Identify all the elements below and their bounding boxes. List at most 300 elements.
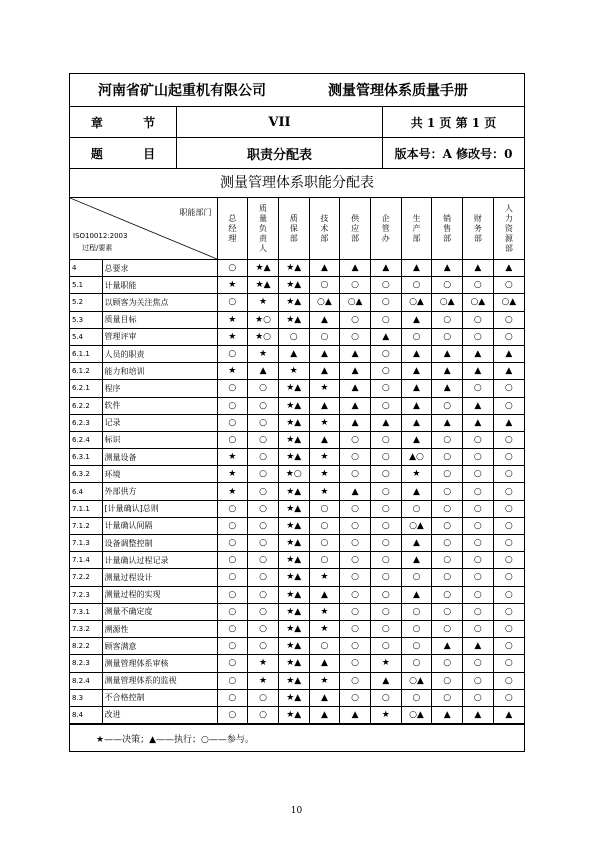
table-row (70, 466, 524, 483)
role-mark: ▲ (401, 586, 432, 603)
role-mark: ○ (401, 328, 432, 345)
row-code: 6.3.2 (70, 466, 102, 483)
corner-label-standard: ISO10012:2003 (73, 232, 128, 240)
row-element: 计量确认过程记录 (102, 552, 217, 569)
role-mark: ○ (432, 689, 463, 706)
role-mark: ▲ (370, 260, 401, 277)
role-mark: ○ (493, 431, 524, 448)
row-element: 软件 (102, 397, 217, 414)
role-mark: ○ (248, 603, 279, 620)
row-element: 总要求 (102, 260, 217, 277)
role-mark: ○ (340, 552, 371, 569)
role-mark: ★▲ (278, 655, 309, 672)
role-mark: ○▲ (401, 672, 432, 689)
role-mark: ○ (217, 517, 248, 534)
role-mark: ▲ (278, 345, 309, 362)
row-element: 人员的职责 (102, 345, 217, 362)
role-mark: ○ (493, 328, 524, 345)
role-mark: ▲ (370, 672, 401, 689)
role-mark: ○ (463, 689, 494, 706)
role-mark: ○ (217, 638, 248, 655)
row-code: 7.1.2 (70, 517, 102, 534)
row-code: 6.3.1 (70, 449, 102, 466)
role-mark: ★ (248, 345, 279, 362)
role-mark: ★ (309, 414, 340, 431)
role-mark: ★ (248, 294, 279, 311)
role-mark: ○ (401, 655, 432, 672)
role-mark: ▲ (340, 260, 371, 277)
role-mark: ▲ (493, 363, 524, 380)
role-mark: ○ (217, 431, 248, 448)
role-mark: ○ (432, 517, 463, 534)
role-mark: ○ (493, 552, 524, 569)
dept-header: 销售部 (432, 198, 463, 260)
role-mark: ★ (309, 603, 340, 620)
role-mark: ○ (463, 535, 494, 552)
role-mark: ▲ (340, 363, 371, 380)
role-mark: ▲ (309, 345, 340, 362)
corner-label-departments: 职能部门 (179, 208, 212, 217)
role-mark: ▲ (340, 397, 371, 414)
row-element: 测量过程设计 (102, 569, 217, 586)
role-mark: ▲ (248, 363, 279, 380)
role-mark: ★ (309, 569, 340, 586)
role-mark: ○ (370, 517, 401, 534)
role-mark: ○ (401, 689, 432, 706)
role-mark: ★ (370, 706, 401, 723)
dept-header: 总经理 (217, 198, 248, 260)
manual-title: 测量管理体系质量手册 (328, 83, 468, 99)
role-mark: ★ (217, 483, 248, 500)
role-mark: ○ (370, 586, 401, 603)
table-row (70, 363, 524, 380)
row-element: 测量管理体系的监视 (102, 672, 217, 689)
table-row (70, 449, 524, 466)
table-row (70, 535, 524, 552)
role-mark: ★▲ (278, 569, 309, 586)
role-mark: ○ (340, 500, 371, 517)
role-mark: ▲ (432, 414, 463, 431)
role-mark: ○ (370, 500, 401, 517)
role-mark: ★▲ (278, 431, 309, 448)
role-mark: ○ (370, 431, 401, 448)
role-mark: ○ (217, 414, 248, 431)
role-mark: ○ (432, 569, 463, 586)
role-mark: ▲ (401, 311, 432, 328)
role-mark: ○ (463, 655, 494, 672)
row-code: 5.4 (70, 328, 102, 345)
role-mark: ★ (370, 655, 401, 672)
role-mark: ○ (370, 311, 401, 328)
role-mark: ○▲ (401, 517, 432, 534)
chapter-label: 章 节 (70, 107, 177, 137)
row-element: 测量管理体系审核 (102, 655, 217, 672)
row-element: [计量确认]总则 (102, 500, 217, 517)
table-row (70, 260, 524, 277)
role-mark: ★▲ (278, 311, 309, 328)
role-mark: ▲ (401, 483, 432, 500)
corner-header-cell (70, 198, 217, 260)
dept-header: 财务部 (463, 198, 494, 260)
table-row (70, 380, 524, 397)
row-code: 8.2.3 (70, 655, 102, 672)
row-code: 6.1.2 (70, 363, 102, 380)
row-code: 7.1.4 (70, 552, 102, 569)
role-mark: ▲ (309, 706, 340, 723)
role-mark: ▲ (401, 552, 432, 569)
role-mark: ○ (248, 483, 279, 500)
row-code: 7.2.2 (70, 569, 102, 586)
role-mark: ★▲ (278, 380, 309, 397)
role-mark: ○ (370, 620, 401, 637)
role-mark: ★ (217, 449, 248, 466)
role-mark: ★▲ (278, 414, 309, 431)
row-element: 测量设备 (102, 449, 217, 466)
row-code: 8.4 (70, 706, 102, 723)
role-mark: ○▲ (432, 294, 463, 311)
role-mark: ○ (217, 603, 248, 620)
subject-value: 职责分配表 (177, 138, 383, 168)
role-mark: ○ (370, 569, 401, 586)
role-mark: ▲ (309, 586, 340, 603)
role-mark: ○ (370, 345, 401, 362)
role-mark: ▲ (401, 345, 432, 362)
role-mark: ○▲ (463, 294, 494, 311)
role-mark: ★○ (248, 328, 279, 345)
role-mark: ○ (463, 569, 494, 586)
role-mark: ○ (370, 535, 401, 552)
table-row (70, 311, 524, 328)
table-row (70, 517, 524, 534)
role-mark: ○ (401, 603, 432, 620)
role-mark: ★ (401, 466, 432, 483)
table-subtitle: 测量管理体系职能分配表 (70, 169, 524, 198)
role-mark: ○ (432, 655, 463, 672)
role-mark: ○ (401, 500, 432, 517)
role-mark: ○ (432, 500, 463, 517)
role-mark: ○ (401, 569, 432, 586)
row-code: 8.2.2 (70, 638, 102, 655)
role-mark: ▲ (463, 706, 494, 723)
role-mark: ○▲ (493, 294, 524, 311)
role-mark: ★▲ (278, 483, 309, 500)
legend: ★——决策；▲——执行；○——参与。 (70, 724, 524, 751)
role-mark: ▲ (309, 397, 340, 414)
role-mark: ★ (309, 466, 340, 483)
role-mark: ○ (493, 689, 524, 706)
table-row (70, 706, 524, 723)
role-mark: ▲○ (401, 449, 432, 466)
role-mark: ○ (370, 689, 401, 706)
role-mark: ○ (217, 706, 248, 723)
dept-header: 质量负责人 (248, 198, 279, 260)
role-mark: ○ (493, 466, 524, 483)
role-mark: ○ (217, 500, 248, 517)
role-mark: ★ (217, 311, 248, 328)
dept-header: 技术部 (309, 198, 340, 260)
role-mark: ▲ (340, 380, 371, 397)
role-mark: ○ (432, 535, 463, 552)
row-code: 6.2.2 (70, 397, 102, 414)
dept-header: 企管办 (370, 198, 401, 260)
role-mark: ○ (340, 431, 371, 448)
role-mark: ○ (493, 449, 524, 466)
role-mark: ★▲ (278, 500, 309, 517)
row-element: 设备调整控制 (102, 535, 217, 552)
role-mark: ▲ (340, 483, 371, 500)
role-mark: ★▲ (278, 277, 309, 294)
role-mark: ○ (248, 586, 279, 603)
role-mark: ○ (309, 517, 340, 534)
row-code: 4 (70, 260, 102, 277)
role-mark: ○ (340, 655, 371, 672)
role-mark: ○ (309, 535, 340, 552)
row-element: 溯源性 (102, 620, 217, 637)
role-mark: ○ (370, 603, 401, 620)
row-element: 计量职能 (102, 277, 217, 294)
role-mark: ▲ (309, 363, 340, 380)
role-mark: ★▲ (278, 260, 309, 277)
row-element: 标识 (102, 431, 217, 448)
role-mark: ★▲ (278, 620, 309, 637)
role-mark: ▲ (309, 260, 340, 277)
role-mark: ○ (370, 294, 401, 311)
role-mark: ○ (432, 277, 463, 294)
role-mark: ★▲ (278, 586, 309, 603)
role-mark: ○▲ (309, 294, 340, 311)
role-mark: ▲ (309, 689, 340, 706)
role-mark: ○ (493, 397, 524, 414)
table-row (70, 483, 524, 500)
row-element: 管理评审 (102, 328, 217, 345)
role-mark: ▲ (370, 414, 401, 431)
role-mark: ○ (493, 500, 524, 517)
role-mark: ○ (309, 277, 340, 294)
role-mark: ★▲ (278, 535, 309, 552)
table-row (70, 552, 524, 569)
role-mark: ○ (340, 328, 371, 345)
role-mark: ○ (217, 260, 248, 277)
role-mark: ★○ (278, 466, 309, 483)
role-mark: ○ (432, 311, 463, 328)
role-mark: ○ (432, 328, 463, 345)
table-row (70, 586, 524, 603)
role-mark: ○ (370, 638, 401, 655)
role-mark: ★ (217, 466, 248, 483)
role-mark: ○ (463, 500, 494, 517)
role-mark: ○ (340, 535, 371, 552)
role-mark: ○ (463, 552, 494, 569)
role-mark: ○ (248, 414, 279, 431)
role-mark: ★ (248, 655, 279, 672)
role-mark: ★ (309, 449, 340, 466)
role-mark: ▲ (401, 414, 432, 431)
row-code: 8.3 (70, 689, 102, 706)
role-mark: ○ (217, 380, 248, 397)
role-mark: ○ (248, 466, 279, 483)
role-mark: ★▲ (278, 603, 309, 620)
role-mark: ▲ (432, 260, 463, 277)
role-mark: ○ (463, 431, 494, 448)
role-mark: ▲ (493, 706, 524, 723)
role-mark: ★▲ (248, 260, 279, 277)
row-element: 改进 (102, 706, 217, 723)
row-code: 6.2.1 (70, 380, 102, 397)
role-mark: ○ (401, 638, 432, 655)
role-mark: ○ (217, 586, 248, 603)
role-mark: ○ (217, 535, 248, 552)
role-mark: ○ (248, 620, 279, 637)
role-mark: ▲ (463, 638, 494, 655)
role-mark: ○ (340, 672, 371, 689)
row-element: 测量过程的实现 (102, 586, 217, 603)
row-code: 7.2.3 (70, 586, 102, 603)
role-mark: ○ (493, 603, 524, 620)
role-mark: ★▲ (278, 706, 309, 723)
role-mark: ▲ (493, 345, 524, 362)
chapter-value: VII (177, 107, 383, 137)
table-row (70, 294, 524, 311)
role-mark: ○ (463, 672, 494, 689)
role-mark: ★ (278, 363, 309, 380)
role-mark: ○ (340, 603, 371, 620)
role-mark: ○ (217, 294, 248, 311)
table-row (70, 603, 524, 620)
role-mark: ★▲ (278, 552, 309, 569)
role-mark: ○ (370, 483, 401, 500)
role-mark: ▲ (432, 380, 463, 397)
table-row (70, 328, 524, 345)
role-mark: ▲ (309, 431, 340, 448)
role-mark: ○ (340, 569, 371, 586)
dept-header: 供应部 (340, 198, 371, 260)
role-mark: ○ (493, 586, 524, 603)
role-mark: ○ (340, 311, 371, 328)
role-mark: ▲ (463, 345, 494, 362)
row-code: 6.4 (70, 483, 102, 500)
role-mark: ○ (370, 466, 401, 483)
role-mark: ○ (493, 655, 524, 672)
role-mark: ▲ (401, 431, 432, 448)
role-mark: ○ (248, 500, 279, 517)
table-row (70, 689, 524, 706)
role-mark: ▲ (432, 345, 463, 362)
role-mark: ▲ (401, 397, 432, 414)
role-mark: ★ (309, 380, 340, 397)
row-element: 不合格控制 (102, 689, 217, 706)
role-mark: ★▲ (278, 517, 309, 534)
role-mark: ○ (248, 431, 279, 448)
table-row (70, 620, 524, 637)
role-mark: ○ (370, 380, 401, 397)
role-mark: ★▲ (248, 277, 279, 294)
role-mark: ○▲ (401, 706, 432, 723)
role-mark: ○ (401, 277, 432, 294)
role-mark: ○ (463, 311, 494, 328)
role-mark: ○ (370, 277, 401, 294)
role-mark: ○ (432, 672, 463, 689)
role-mark: ★ (248, 672, 279, 689)
role-mark: ○ (463, 277, 494, 294)
role-mark: ○▲ (340, 294, 371, 311)
role-mark: ▲ (432, 706, 463, 723)
role-mark: ○ (370, 449, 401, 466)
role-mark: ○ (217, 552, 248, 569)
role-mark: ○ (217, 345, 248, 362)
role-mark: ○ (432, 466, 463, 483)
role-mark: ○ (340, 466, 371, 483)
role-mark: ▲ (432, 638, 463, 655)
role-mark: ▲ (493, 260, 524, 277)
role-mark: ○ (217, 655, 248, 672)
role-mark: ○ (340, 586, 371, 603)
row-element: 计量确认间隔 (102, 517, 217, 534)
role-mark: ○ (432, 397, 463, 414)
role-mark: ▲ (401, 380, 432, 397)
row-element: 顾客满意 (102, 638, 217, 655)
role-mark: ○ (463, 586, 494, 603)
role-mark: ○ (432, 483, 463, 500)
role-mark: ○ (493, 483, 524, 500)
chapter-row (70, 107, 524, 138)
role-mark: ○ (248, 535, 279, 552)
role-mark: ○ (432, 586, 463, 603)
table-row (70, 655, 524, 672)
row-code: 6.2.3 (70, 414, 102, 431)
role-mark: ▲ (340, 345, 371, 362)
row-code: 6.2.4 (70, 431, 102, 448)
table-row (70, 277, 524, 294)
role-mark: ▲ (340, 414, 371, 431)
table-row (70, 500, 524, 517)
role-mark: ○ (309, 328, 340, 345)
table-row (70, 397, 524, 414)
role-mark: ▲ (370, 328, 401, 345)
role-mark: ○ (463, 517, 494, 534)
role-mark: ○ (340, 638, 371, 655)
table-row (70, 638, 524, 655)
role-mark: ○ (463, 466, 494, 483)
table-row (70, 569, 524, 586)
role-mark: ○▲ (401, 294, 432, 311)
role-mark: ○ (217, 569, 248, 586)
role-mark: ○ (432, 620, 463, 637)
role-mark: ▲ (401, 260, 432, 277)
role-mark: ▲ (309, 311, 340, 328)
role-mark: ★ (217, 277, 248, 294)
table-body (70, 260, 524, 724)
role-mark: ○ (370, 552, 401, 569)
role-mark: ○ (340, 517, 371, 534)
role-mark: ○ (278, 328, 309, 345)
version-info: 版本号：A 修改号：0 (394, 146, 513, 161)
role-mark: ○ (217, 397, 248, 414)
role-mark: ○ (309, 500, 340, 517)
role-mark: ▲ (463, 397, 494, 414)
row-code: 7.3.2 (70, 620, 102, 637)
dept-header: 生产部 (401, 198, 432, 260)
row-code: 5.3 (70, 311, 102, 328)
role-mark: ○ (493, 569, 524, 586)
role-mark: ○ (493, 672, 524, 689)
role-mark: ○ (493, 277, 524, 294)
row-element: 记录 (102, 414, 217, 431)
page-count: 共 1 页 第 1 页 (410, 115, 497, 130)
role-mark: ★○ (248, 311, 279, 328)
role-mark: ○ (432, 449, 463, 466)
role-mark: ★▲ (278, 294, 309, 311)
row-element: 测量不确定度 (102, 603, 217, 620)
